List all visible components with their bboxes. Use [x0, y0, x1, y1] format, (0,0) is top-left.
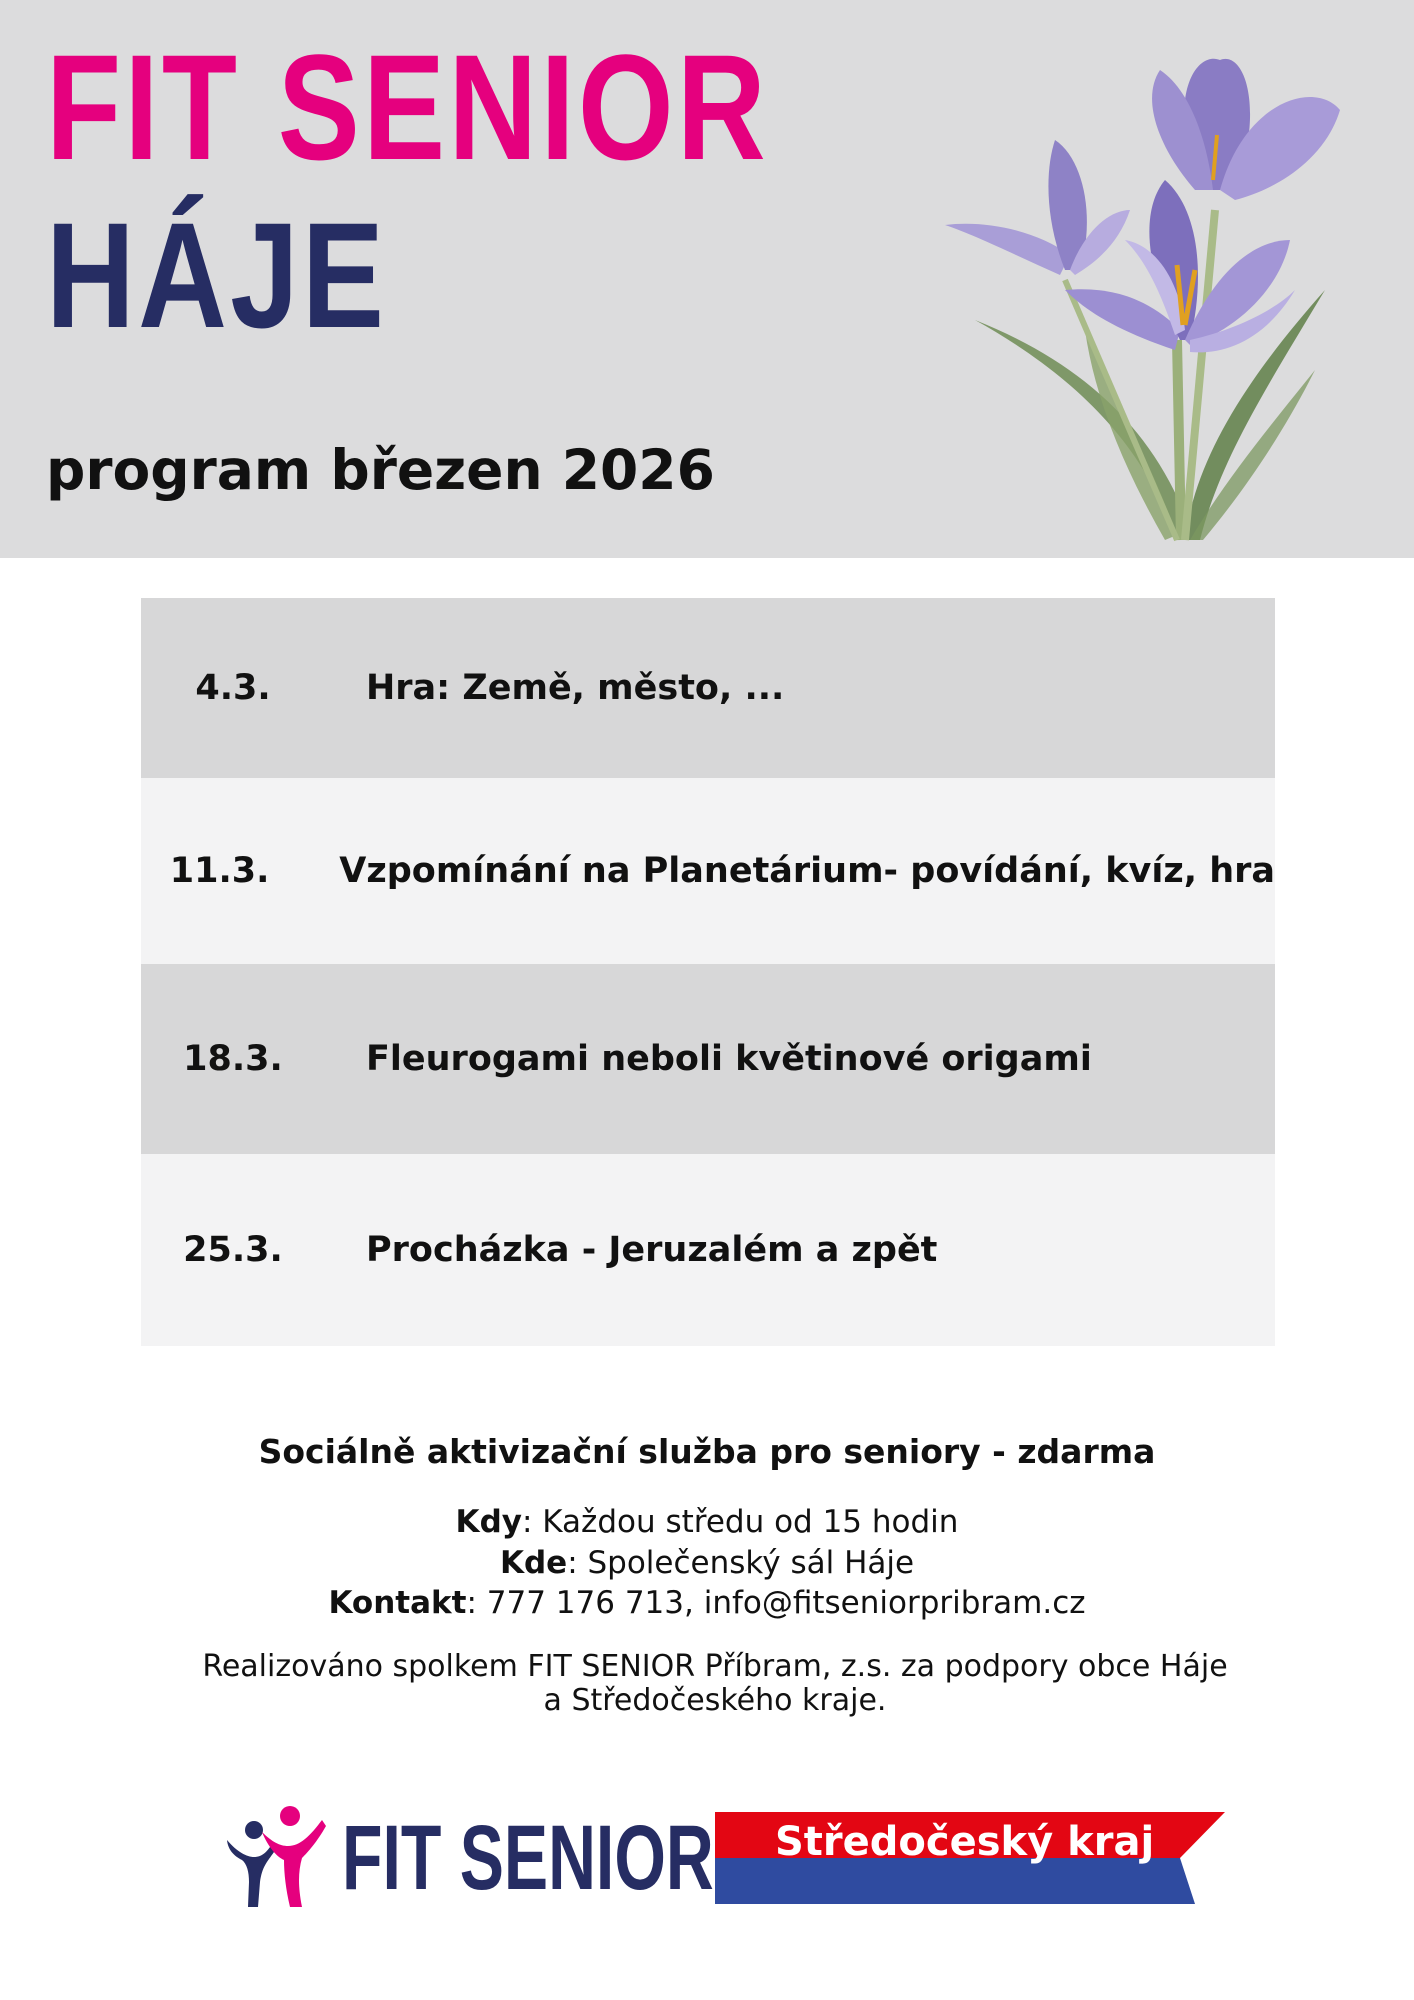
title-haje: HÁJE — [46, 191, 388, 359]
schedule-row — [141, 964, 1275, 1154]
where-line — [0, 1544, 1414, 1582]
contact-line — [0, 1584, 1414, 1622]
schedule-row — [141, 778, 1275, 964]
schedule-table — [141, 598, 1275, 1346]
kraj-logo-text: Středočeský kraj — [775, 1819, 1155, 1865]
crocus-flower-illustration — [945, 40, 1385, 545]
service-description: Sociálně aktivizační služba pro seniory - zdarma — [258, 1432, 1156, 1471]
schedule-event: Hra: Země, město, ... — [366, 668, 785, 708]
header-banner — [0, 0, 1414, 558]
program-subtitle: program březen 2026 — [46, 438, 715, 502]
where-label: Kde — [499, 1545, 568, 1581]
schedule-event: Procházka - Jeruzalém a zpět — [366, 1230, 938, 1270]
schedule-date: 4.3. — [195, 668, 271, 708]
schedule-date: 25.3. — [183, 1230, 283, 1270]
fit-senior-logo-text: FIT SENIOR — [342, 1807, 714, 1909]
funding-note: Realizováno spolkem FIT SENIOR Příbram, z.s. za podpory obce Háje a Středočeského kraje. — [202, 1649, 1228, 1718]
schedule-date: 18.3. — [183, 1039, 283, 1079]
contact-label: Kontakt — [328, 1585, 467, 1621]
schedule-event: Vzpomínání na Planetárium- povídání, kvíz, hra — [339, 851, 1275, 891]
when-value: : Každou středu od 15 hodin — [521, 1504, 959, 1540]
schedule-date: 11.3. — [169, 851, 270, 891]
when-label: Kdy — [455, 1504, 522, 1540]
fit-senior-logo — [222, 1802, 714, 1912]
where-value: : Společenský sál Háje — [567, 1545, 915, 1581]
people-figures-icon — [222, 1802, 332, 1912]
schedule-row — [141, 598, 1275, 778]
schedule-row — [141, 1154, 1275, 1346]
when-line — [0, 1503, 1414, 1541]
stredocesky-kraj-logo — [715, 1812, 1225, 1904]
schedule-event: Fleurogami neboli květinové origami — [366, 1039, 1092, 1079]
contact-value: : 777 176 713, info@fitseniorpribram.cz — [466, 1585, 1086, 1621]
title-fit-senior: FIT SENIOR — [46, 23, 769, 191]
